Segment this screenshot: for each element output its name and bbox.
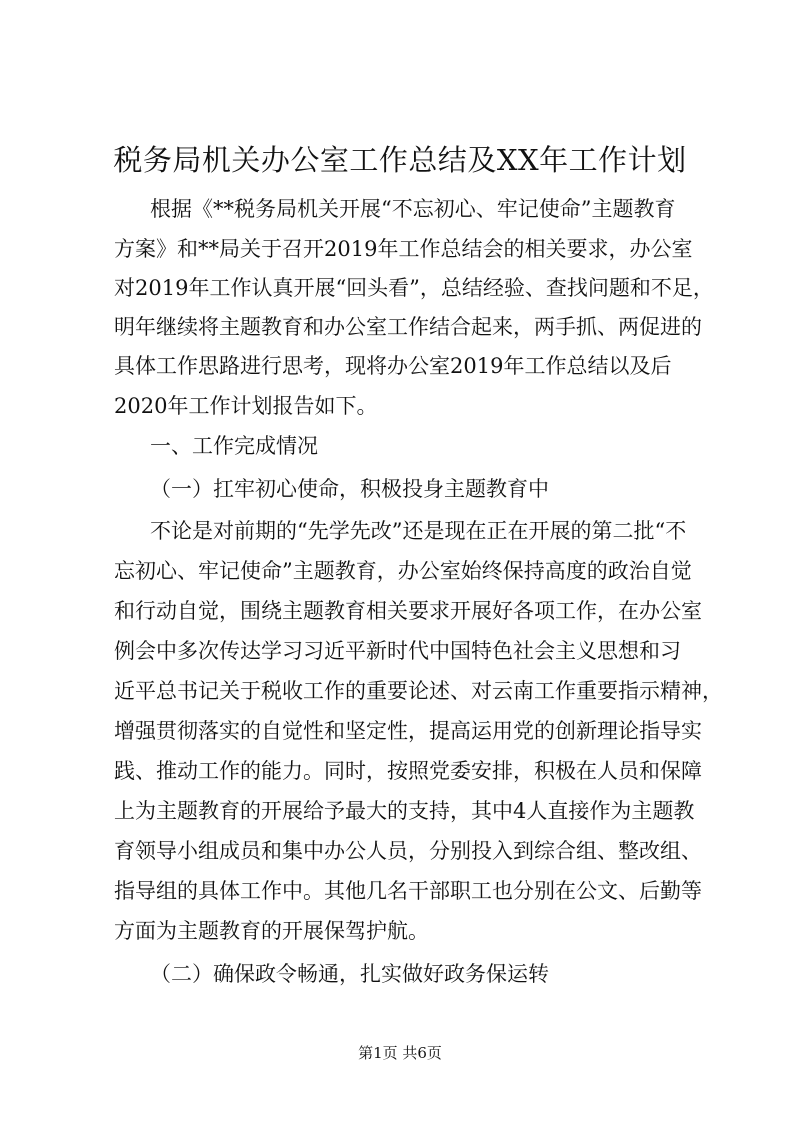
paragraph-line: 践、推动工作的能力。同时，按照党委安排，积极在人员和保障 — [114, 759, 702, 783]
paragraph-line: 和行动自觉，围绕主题教育相关要求开展好各项工作，在办公室 — [114, 599, 702, 623]
subsection-heading: （二）确保政令畅通，扎实做好政务保运转 — [150, 962, 549, 986]
paragraph-line: 增强贯彻落实的自觉性和坚定性，提高运用党的创新理论指导实 — [114, 719, 702, 743]
paragraph-line: 对2019年工作认真开展“回头看”，总结经验、查找问题和不足， — [114, 276, 714, 300]
paragraph-line: 2020年工作计划报告如下。 — [114, 394, 378, 418]
document-title: 税务局机关办公室工作总结及XX年工作计划 — [113, 143, 687, 177]
paragraph-line: 方面为主题教育的开展保驾护航。 — [114, 919, 429, 943]
page-number-footer: 第1页 共6页 — [358, 1044, 442, 1062]
paragraph-line: 育领导小组成员和集中办公人员，分别投入到综合组、整改组、 — [114, 839, 702, 863]
paragraph-line: 忘初心、牢记使命”主题教育，办公室始终保持高度的政治自觉 — [114, 559, 692, 583]
paragraph-line: 例会中多次传达学习习近平新时代中国特色社会主义思想和习 — [114, 639, 681, 663]
paragraph-line: 方案》和**局关于召开2019年工作总结会的相关要求，办公室 — [114, 237, 693, 261]
paragraph-line: 近平总书记关于税收工作的重要论述、对云南工作重要指示精神， — [114, 679, 723, 703]
paragraph-line: 明年继续将主题教育和办公室工作结合起来，两手抓、两促进的 — [114, 315, 702, 339]
section-heading: 一、工作完成情况 — [150, 434, 318, 458]
paragraph-line: 具体工作思路进行思考，现将办公室2019年工作总结以及后 — [114, 354, 672, 378]
paragraph-line: 不论是对前期的“先学先改”还是现在正在开展的第二批“不 — [150, 519, 687, 543]
paragraph-line: 根据《**税务局机关开展“不忘初心、牢记使命”主题教育 — [150, 197, 676, 221]
subsection-heading: （一）扛牢初心使命，积极投身主题教育中 — [150, 477, 549, 501]
paragraph-line: 指导组的具体工作中。其他几名干部职工也分别在公文、后勤等 — [114, 879, 702, 903]
paragraph-line: 上为主题教育的开展给予最大的支持，其中4人直接作为主题教 — [114, 799, 695, 823]
